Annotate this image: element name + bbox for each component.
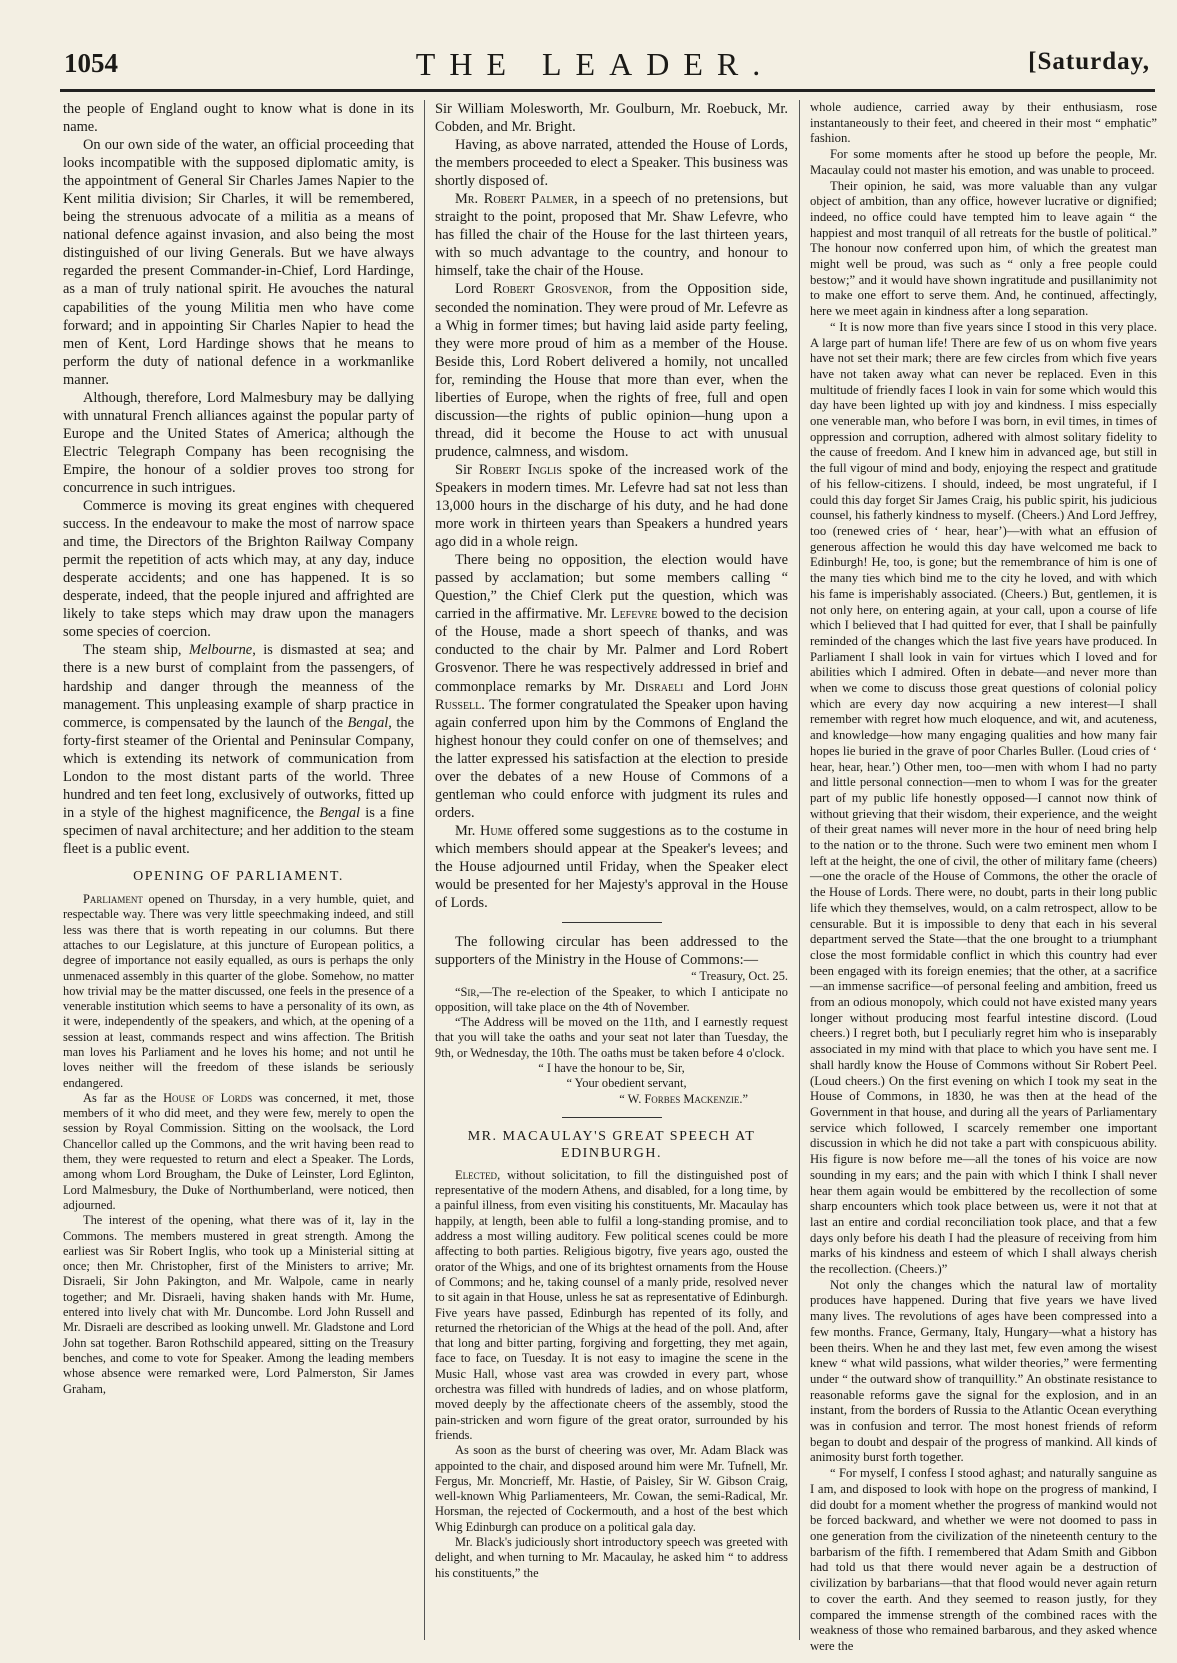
circular-date: “ Treasury, Oct. 25.: [691, 969, 788, 984]
paragraph: Commerce is moving its great engines with chequered success. In the endeavour to make the most of narrow space and time, the Directors of the Brighton Railway Company permit the repetition of acts which may, at any day, induce desperate accidents; and one has happened. It is so desperate, indeed, that the people injured and affrighted are likely to take steps which may draw upon the managers some species of coercion.: [63, 498, 414, 641]
paragraph: On our own side of the water, an official proceeding that looks incompatible with the supposed diplomatic amity, is the appointment of General Sir Charles James Napier to the Kent militia division; Sir Charles, it will be remembered, being the strenuous advocate of a militia as a means of national defence against invasion, and also being the most distinguished of our living Generals. But we have always regarded the present Commander-in-Chief, Lord Hardinge, as a man of truly national spirit. He avouches the natural capabilities of the young Militia men who have come forward; and in appointing Sir Charles Napier to head the men of Kent, Lord Hardinge shows that he means to perform the duty of national defence in a workmanlike manner.: [63, 137, 414, 388]
text: spoke of the increased work of the Speakers in modern times. Mr. Lefevre had sat not less than 13,000 hours in the discharge of his duty, and he had done more work in thirteen years than Speakers a hundred years ago did in a whole reign.: [435, 461, 788, 551]
text: ,—The re-election of the Speaker, to which I anticipate no opposition, will take place on the 4th of November.: [435, 984, 788, 1014]
divider-rule: [562, 922, 662, 923]
speaker-name: Mr. Robert Palmer: [455, 191, 575, 208]
speaker-name: John Russell: [435, 678, 788, 713]
text: , in a speech of no pretensions, but straight to the point, proposed that Mr. Shaw Lefevre, who has filled the chair of the House for the last thirteen years, with so much advantage to the country, and honour to himself, take the chair of the House.: [435, 191, 788, 280]
lead-word: Parliament: [83, 892, 143, 907]
paragraph: [435, 822, 788, 912]
ship-name: Bengal: [347, 714, 389, 731]
paragraph: [435, 190, 788, 280]
text: offered some suggestions as to the costume in which members should appear at the Speaker's levees; and the House adjourned until Friday, when the Speaker elect would be presented for her Majesty's approval in the House of Lords.: [435, 822, 788, 912]
text: is a fine specimen of naval architecture; and her addition to the steam fleet is a public event.: [63, 804, 414, 857]
text: As far as the: [83, 1090, 164, 1105]
closing: “ Your obedient servant,: [566, 1076, 687, 1091]
paragraph: The following circular has been addressed to the supporters of the Ministry in the House of Commons:—: [435, 934, 788, 969]
section-title: OPENING OF PARLIAMENT.: [133, 868, 344, 884]
divider-rule: [562, 1117, 662, 1118]
paragraph: [435, 551, 788, 822]
paragraph: “Sir,—The re-election of the Speaker, to which I anticipate no opposition, will take place on the 4th of November.: [435, 984, 788, 1014]
paragraph: the people of England ought to know what is done in its name.: [63, 101, 414, 136]
paragraph: [63, 641, 414, 858]
paragraph: [435, 1168, 788, 1443]
paragraph: Although, therefore, Lord Malmesbury may be dallying with unnatural French alliances against the popular party of Europe and the United States of America; although the Electric Telegraph Company has been recognising the Empire, the honour of a soldier proves too strong for concurrence in such intrigues.: [63, 389, 414, 496]
speaker-name: Robert Inglis: [478, 461, 562, 478]
speaker-name: Lefevre: [610, 606, 658, 623]
text: , is dismasted at sea; and there is a new burst of complaint from the passengers, of hardship and danger through the meanness of the management. This unpleasing example of sharp practice in commerce, is compensated by the launch of the: [63, 642, 415, 731]
speaker-name: Hume: [479, 822, 513, 839]
paragraph: For some moments after he stood up before the people, Mr. Macaulay could not master his emotion, and was unable to proceed.: [810, 147, 1157, 177]
text: The steam ship,: [83, 642, 190, 659]
circular-letter: [435, 969, 788, 1107]
text: bowed to the decision of the House, made a short speech of thanks, and was conducted to the chair by Mr. Palmer and Lord Robert Grosvenor. There he was respectively addressed in brief and commonplace remarks by Mr.: [435, 606, 788, 695]
section-title: MR. MACAULAY'S GREAT SPEECH AT EDINBURGH.: [467, 1128, 756, 1161]
text: , from the Opposition side, seconded the nomination. They were proud of Mr. Lefevre as a Whig in former times; but having laid aside party feeling, they were more proud of him as a member of the House. Beside this, Lord Robert delivered a homily, not uncalled for, reminding the House that more than ever, when the liberties of Europe, when the rights of free, full and open discussion—the rights of public opinion—hung upon a thread, did it become the House to act with unusual prudence, calmness, and wisdom.: [435, 281, 788, 460]
paragraph: “ It is now more than five years since I stood in this very place. A large part of human life! There are few of us on whom five years have not set their mark; there are few circles from which five years have not taken away what can never be replaced. Even in this multitude of friendly faces I look in vain for some which would this day have been lighted up with joy and kindness. I miss especially one venerable man, who before I was born, in evil times, in times of oppression and corruption, adhered with almost solitary fidelity to the cause of freedom. And I knew him in advanced age, but still in the full vigour of mind and body, enjoying the respect and gratitude of his fellow-citizens. I should, indeed, be most ungrateful, if I could this day forget Sir James Craig, his public spirit, his judicious counsel, his fatherly kindness to myself. (Cheers.) And Lord Jeffrey, too (renewed cries of ‘ hear, hear’)—with what an effusion of generous affection he would this day have welcomed me back to Edinburgh! He, too, is gone; but the remembrance of him is one of the many ties which bind me to the city he loved, and with which his fame is imperishably associated. (Cheers.) But, gentlemen, it is not only here, on entering again, at your call, upon a course of life which I believed that I had quitted for ever, that I shall be painfully reminded of the changes which the last five years have produced. In Parliament I shall look in vain for virtues which I loved and for abilities which I admired. Often in debate—and never more than when we come to discuss those great questions of colonial policy which are every day now acquiring a new interest—I shall remember with regret how much eloquence, and wit, and acuteness, and knowledge—how many engaging qualities and how many fair hopes lie buried in the grave of poor Charles Buller. (Loud cries of ‘ hear, hear, hear.’) Other men, too—men with whom I had no party and little personal connection—men to whom I was for the greater part of my public life honestly opposed—I cannot now think of without grieving that their wisdom, their experience, and the weight of their great names will never more in the hour of need bring help to the nation or to the throne. Such were two eminent men whom I left at the height, the one of civil, the other of military fame (cheers)—one the oracle of the House of Commons, the other the oracle of the House of Lords. There were, no doubt, parts in their long public life which they themselves, would, on a calm retrospect, allow to be censurable. But it is impossible to deny that each in his several department served the State—that the one brought to a triumphant close the most formidable conflict in which this country had ever been engaged with its foreign enemies; that the other, at a sacrifice—an immense sacrifice—of personal feeling and ambition, freed us from an odious monopoly, which could not have existed many years longer without producing most fearful intestine discord. (Loud cheers.) I regret both, but I peculiarly regret him who is inseparably associated in my mind with that place to which you have sent me. I shall hardly know the House of Commons without Sir Robert Peel. (Loud cheers.) On the first evening on which I took my seat in the House of Commons, in 1830, he was then at the head of the Government in that house, and during all the years of Parliamentary service which followed, I scarcely remember one important discussion in which he did not take a part with conspicuous ability. His figure is now before me—all the tones of his voice are now sounding in my ears; and the pain with which I think I shall never hear them again would be embittered by the recollection of some sharp encounters which took place between us, were it not that at last an entire and cordial reconciliation took place, and that a few days only before his death I had the pleasure of receiving from him marks of his kindness and esteem of which I shall always cherish the recollection. (Cheers.)”: [810, 319, 1157, 1277]
header-rule: [60, 89, 1155, 92]
newspaper-title: THE LEADER.: [415, 46, 775, 82]
lead-word: Elected: [455, 1167, 498, 1182]
paragraph: [435, 280, 788, 460]
salutation: Sir: [460, 984, 477, 999]
issue-day: [Saturday,: [1028, 48, 1150, 75]
closing: “ I have the honour to be, Sir,: [538, 1060, 685, 1075]
page-number: 1054: [64, 48, 118, 78]
text: Sir: [455, 461, 479, 478]
paragraph: Not only the changes which the natural law of mortality produces have happened. During that five years we have lived many lives. The revolutions of ages have been compressed into a few months. France, Germany, Italy, Hungary—what a history has been theirs. When he and they last met, few even among the wisest knew “ what wild passions, what wilder theories,” were fermenting under “ the outward show of tranquillity.” An obstinate resistance to reasonable reforms gave the signal for the explosion, and in an instant, from the borders of Russia to the Atlantic Ocean everything was in confusion and terror. The most honest friends of reform began to doubt and despair of the progress of mankind. All kinds of animosity burst forth together.: [810, 1277, 1157, 1465]
paragraph: The interest of the opening, what there was of it, lay in the Commons. The members mustered in great strength. Among the earliest was Sir Robert Inglis, who took up a Ministerial sitting at once; then Mr. Christopher, first of the Ministers to arrive; Mr. Disraeli, Sir John Pakington, and Mr. Walpole, came in nearly together; and Mr. Disraeli, having shaken hands with Mr. Hume, entered into lively chat with Mr. Duncombe. Lord John Russell and Mr. Disraeli are described as looking unwell. Mr. Gladstone and Lord John sat together. Baron Rothschild appeared, sitting on the Treasury benches, and come to vote for Speaker. Among the leading members whose absence were remarked were, Lord Palmerston, Sir James Graham,: [63, 1213, 414, 1396]
text: Mr.: [455, 822, 480, 839]
paragraph: “ For myself, I confess I stood aghast; and naturally sanguine as I am, and disposed to look with hope on the progress of mankind, I did doubt for a moment whether the progress of mankind would not be forced backward, and whether we were not doomed to pass in one generation from the civilization of the nineteenth century to the barbarism of the fifth. I remembered that Adam Smith and Gibbon had told us that there would never again be a destruction of civilization by barbarians—that that flood would never again return to cover the earth. And they seemed to reason justly, for they compared the immense strength of the combined races with the weakness of those who remained barbarous, and they asked whence were the: [810, 1466, 1157, 1653]
column-divider: [424, 100, 425, 1640]
paragraph: “The Address will be moved on the 11th, and I earnestly request that you will take the oaths and your seat not later than Tuesday, the 9th, or Wednesday, the 10th. The oaths must be taken before 4 o'clock.: [435, 1015, 788, 1060]
signature: [435, 1092, 788, 1107]
text: There being no opposition, the election would have passed by acclamation; but some members calling “ Question,” the Chief Clerk put the question, which was carried in the affirmative. Mr.: [435, 552, 788, 623]
ship-name: Bengal: [319, 804, 361, 821]
text: . The former congratulated the Speaker upon having again conferred upon him by the Commons of England the highest honour they could confer on one of themselves; and the latter expressed his satisfaction at the election to preside over the debates of a new House of Commons of a gentleman who could enforce with judgment its rules and orders.: [435, 696, 788, 821]
paragraph: [63, 1091, 414, 1213]
text: and Lord: [683, 678, 761, 695]
section-body: [63, 892, 414, 1397]
column-2: [435, 100, 788, 1581]
paragraph: [63, 892, 414, 1091]
paragraph: Having, as above narrated, attended the House of Lords, the members proceeded to elect a Speaker. This business was shortly disposed of.: [435, 137, 788, 190]
column-divider: [799, 100, 800, 1640]
speaker-name: Robert Grosvenor: [492, 281, 609, 298]
page-header: [40, 34, 1150, 84]
signature-text: “ W. Forbes Mackenzie.”: [619, 1091, 748, 1106]
paragraph: As soon as the burst of cheering was over, Mr. Adam Black was appointed to the chair, and disposed around him were Mr. Tufnell, Mr. Fergus, Mr. Moncrieff, Mr. Hastie, of Paisley, Sir W. Gibson Craig, well-known Whig Parliamenteers, Mr. Cowan, the semi-Radical, Mr. Horsman, the rejected of Cockermouth, and a host of the best which Whig Edinburgh can produce on a political gala day.: [435, 1443, 788, 1534]
paragraph: [435, 461, 788, 551]
column-3: [810, 100, 1157, 1655]
text: , without solicitation, to fill the distinguished post of representative of the modern Athens, and disabled, for a long time, by a painful illness, from even visiting his constituents, Mr. Macaulay has happily, at length, been able to fulfil a long-standing promise, and to address a most willing auditory. Few political scenes could be more affecting to both parties. Religious bigotry, five years ago, ousted the orator of the Whigs, and one of its brightest ornaments from the House of Commons; and he, taking counsel of a manly pride, resolved never to sit again in that House, unless he sat as representative of Edinburgh. Five years have passed, Edinburgh has repented of its folly, and returned the rhetorician of the Whigs at the head of the poll. And, after that long and bitter parting, forgiving and forgetting, they met again, face to face, on Tuesday. It is not easy to imagine the scene in the Music Hall, whose vast area was crowded in every part, whose orchestra was filled with hundreds of ladies, and on whose platform, moved deeply by the affectionate cheers of the assembly, stood the pain-stricken and worn figure of the great orator, surrounded by his friends.: [435, 1167, 788, 1442]
paragraph: Mr. Black's judiciously short introductory speech was greeted with delight, and when turning to Mr. Macaulay, he asked him “ to address his constituents,” the: [435, 1535, 788, 1580]
section-body: [435, 1168, 788, 1581]
text: Lord: [455, 281, 493, 298]
text: was concerned, it met, those members of it who did meet, and they were few, merely to open the session by Royal Commission. Sitting on the woolsack, the Lord Chancellor called up the Commons, and the writ having been read to them, they were requested to return and elect a Speaker. The Lords, among whom Lord Brougham, the Duke of Leinster, Lord Eglinton, Lord Malmesbury, the Duke of Northumberland, were noticed, then adjourned.: [63, 1090, 415, 1212]
paragraph: Their opinion, he said, was more valuable than any vulgar object of ambition, than any office, however lucrative or dignified; indeed, no office could have tempted him to leave again “ the happiest and most tranquil of all retreats for the bustle of political.” The honour now conferred upon him, of which the greatest man might well be proud, was such as “ only a free people could bestow;” and it would have shown ingratitude and pusillanimity not to make one effort to serve them. And, he continued, affectingly, here we meet again in kindness after a long separation.: [810, 178, 1157, 319]
paragraph: whole audience, carried away by their enthusiasm, rose instantaneously to their feet, and cheered in their most “ emphatic” fashion.: [810, 100, 1157, 146]
speaker-name: Disraeli: [634, 678, 684, 695]
ship-name: Melbourne: [189, 642, 253, 659]
column-1: [63, 100, 414, 1397]
paragraph: Sir William Molesworth, Mr. Goulburn, Mr. Roebuck, Mr. Cobden, and Mr. Bright.: [435, 101, 788, 136]
lead-word: House of Lords: [163, 1090, 253, 1105]
text: , the forty-first steamer of the Oriental and Peninsular Company, which is extending its network of communication from London to the most distant parts of the world. Three hundred and ten feet long, exclusively of outworks, fitted up in a style of the highest magnificence, the: [63, 714, 415, 821]
text: opened on Thursday, in a very humble, quiet, and respectable way. There was very little speechmaking indeed, and still less was there that is worth repeating in our columns. But there attaches to our Legislature, at this juncture of European politics, a degree of importance not easily equalled, as ours is perhaps the only unmenaced assembly in this quarter of the globe. Somehow, no matter how trivial may be the matter discussed, one feels in the presence of a venerable institution which seems to have a personality of its own, as it were, independently of the speakers, and which, at the opening of a session at least, commands respect and wins affection. The British man loves his Parliament and he loves his home; and not until he loves neither will the freedom of these islands be seriously endangered.: [63, 892, 414, 1090]
